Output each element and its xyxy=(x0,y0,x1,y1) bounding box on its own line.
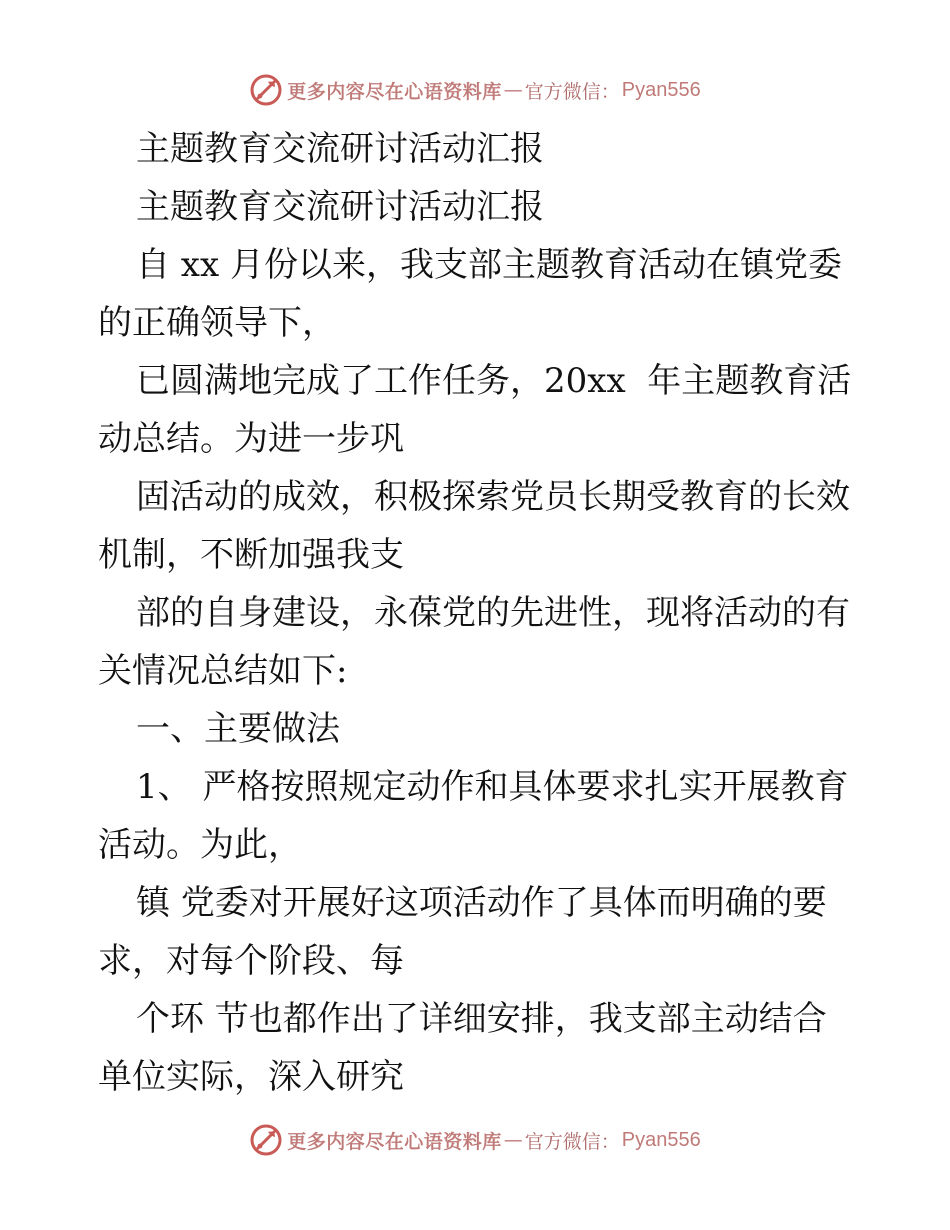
text-line: 已圆满地完成了工作任务，20xx 年主题教育活 xyxy=(136,361,852,401)
banner-wechat-id: Pyan556 xyxy=(621,78,701,101)
text-line: 单位实际，深入研究 xyxy=(98,1057,404,1097)
text-line: 机制，不断加强我支 xyxy=(98,535,404,575)
text-line: 的正确领导下， xyxy=(98,303,336,343)
text-line: 动总结。为进一步巩 xyxy=(98,419,404,459)
text-line: 1、 严格按照规定动作和具体要求扎实开展教育 xyxy=(136,767,849,807)
text-line: 主题教育交流研讨活动汇报 xyxy=(136,187,544,227)
document-body xyxy=(98,120,858,1106)
banner-separator: — xyxy=(503,79,523,101)
text-line: 主题教育交流研讨活动汇报 xyxy=(136,129,544,169)
text-line: 镇 党委对开展好这项活动作了具体而明确的要 xyxy=(136,883,827,923)
text-line: 个环 节也都作出了详细安排，我支部主动结合 xyxy=(136,999,827,1039)
text-line: 部的自身建设，永葆党的先进性，现将活动的有 xyxy=(136,593,850,633)
text-line: 自 xx 月份以来，我支部主题教育活动在镇党委 xyxy=(136,245,842,285)
text-line: 求，对每个阶段、每 xyxy=(98,941,404,981)
text-line: 关情况总结如下: xyxy=(98,651,348,691)
header-banner xyxy=(0,70,950,110)
footer-banner xyxy=(0,1120,950,1160)
banner-separator: — xyxy=(503,1129,523,1151)
quill-pen-icon xyxy=(249,73,283,107)
banner-wechat-id: Pyan556 xyxy=(621,1128,701,1151)
banner-label: 官方微信： xyxy=(524,1130,620,1153)
quill-pen-icon xyxy=(249,1123,283,1157)
banner-brand: 更多内容尽在心语资料库 xyxy=(287,1130,502,1153)
banner-label: 官方微信： xyxy=(524,80,620,103)
banner-brand: 更多内容尽在心语资料库 xyxy=(287,80,502,103)
text-line: 活动。为此， xyxy=(98,825,302,865)
text-line: 一、主要做法 xyxy=(136,709,340,749)
text-line: 固活动的成效，积极探索党员长期受教育的长效 xyxy=(136,477,850,517)
